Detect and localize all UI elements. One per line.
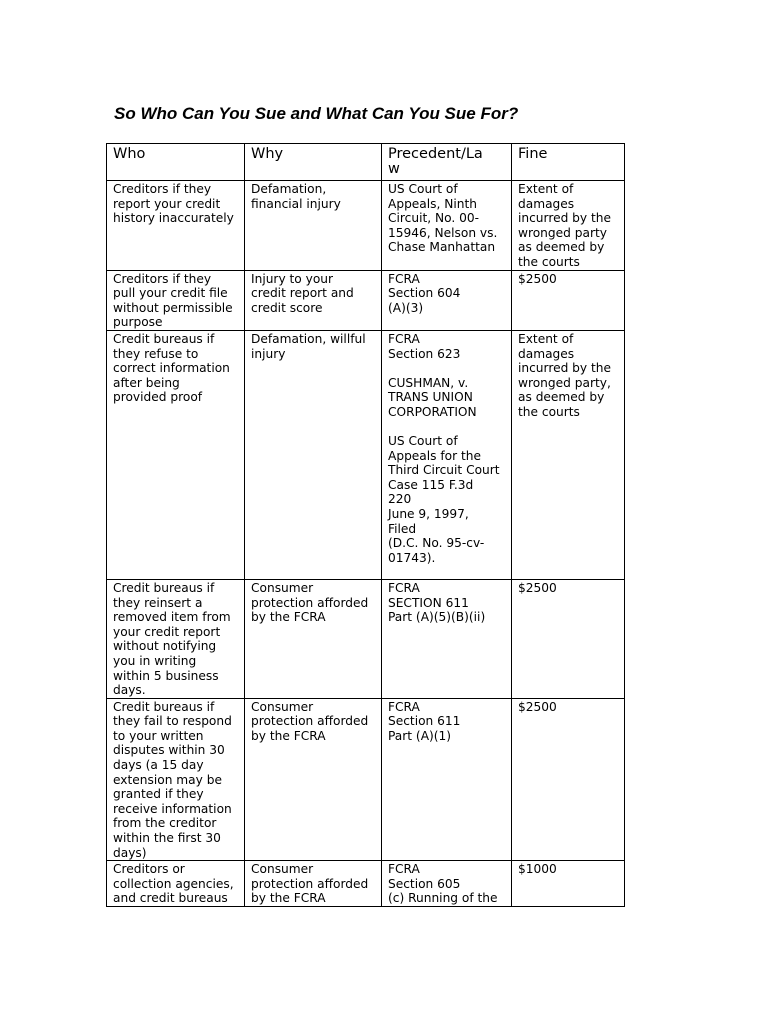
table-row (107, 861, 625, 907)
cell-precedent: US Court of Appeals, Ninth Circuit, No. 00- 15946, Nelson vs. Chase Manhattan (382, 181, 512, 271)
cell-why: Defamation, willful injury (245, 330, 382, 579)
lawsuit-table (106, 143, 625, 907)
cell-precedent: FCRA Section 604 (A)(3) (382, 270, 512, 330)
cell-why: Defamation, financial injury (245, 181, 382, 271)
header-why: Why (245, 144, 382, 181)
table-row (107, 181, 625, 271)
cell-precedent: FCRA Section 611 Part (A)(1) (382, 698, 512, 861)
cell-who: Credit bureaus if they refuse to correct information after being provided proof (107, 330, 245, 579)
cell-precedent: FCRA Section 623 CUSHMAN, v. TRANS UNION CORPORATION US Court of Appeals for the Third Circuit Court Case 115 F.3d 220 June 9, 1997, Filed (D.C. No. 95-cv- 01743). (382, 330, 512, 579)
table-row (107, 270, 625, 330)
cell-why: Consumer protection afforded by the FCRA (245, 861, 382, 907)
table-header-row (107, 144, 625, 181)
header-who: Who (107, 144, 245, 181)
cell-fine: $2500 (512, 698, 625, 861)
cell-fine: Extent of damages incurred by the wronged party as deemed by the courts (512, 181, 625, 271)
cell-why: Injury to your credit report and credit score (245, 270, 382, 330)
cell-fine: $2500 (512, 270, 625, 330)
page-title: So Who Can You Sue and What Can You Sue For? (114, 104, 519, 123)
table-row (107, 698, 625, 861)
cell-precedent: FCRA SECTION 611 Part (A)(5)(B)(ii) (382, 579, 512, 698)
cell-precedent: FCRA Section 605 (c) Running of the (382, 861, 512, 907)
cell-who: Credit bureaus if they fail to respond to your written disputes within 30 days (a 15 day extension may be granted if they receive information from the creditor within the first 30 days) (107, 698, 245, 861)
table-row (107, 579, 625, 698)
cell-why: Consumer protection afforded by the FCRA (245, 698, 382, 861)
header-fine: Fine (512, 144, 625, 181)
cell-who: Creditors if they pull your credit file without permissible purpose (107, 270, 245, 330)
header-precedent: Precedent/La w (382, 144, 512, 181)
table-row (107, 330, 625, 579)
cell-who: Credit bureaus if they reinsert a removed item from your credit report without notifying you in writing within 5 business days. (107, 579, 245, 698)
cell-fine: Extent of damages incurred by the wronged party, as deemed by the courts (512, 330, 625, 579)
cell-fine: $1000 (512, 861, 625, 907)
cell-who: Creditors or collection agencies, and credit bureaus (107, 861, 245, 907)
cell-fine: $2500 (512, 579, 625, 698)
cell-who: Creditors if they report your credit history inaccurately (107, 181, 245, 271)
cell-why: Consumer protection afforded by the FCRA (245, 579, 382, 698)
